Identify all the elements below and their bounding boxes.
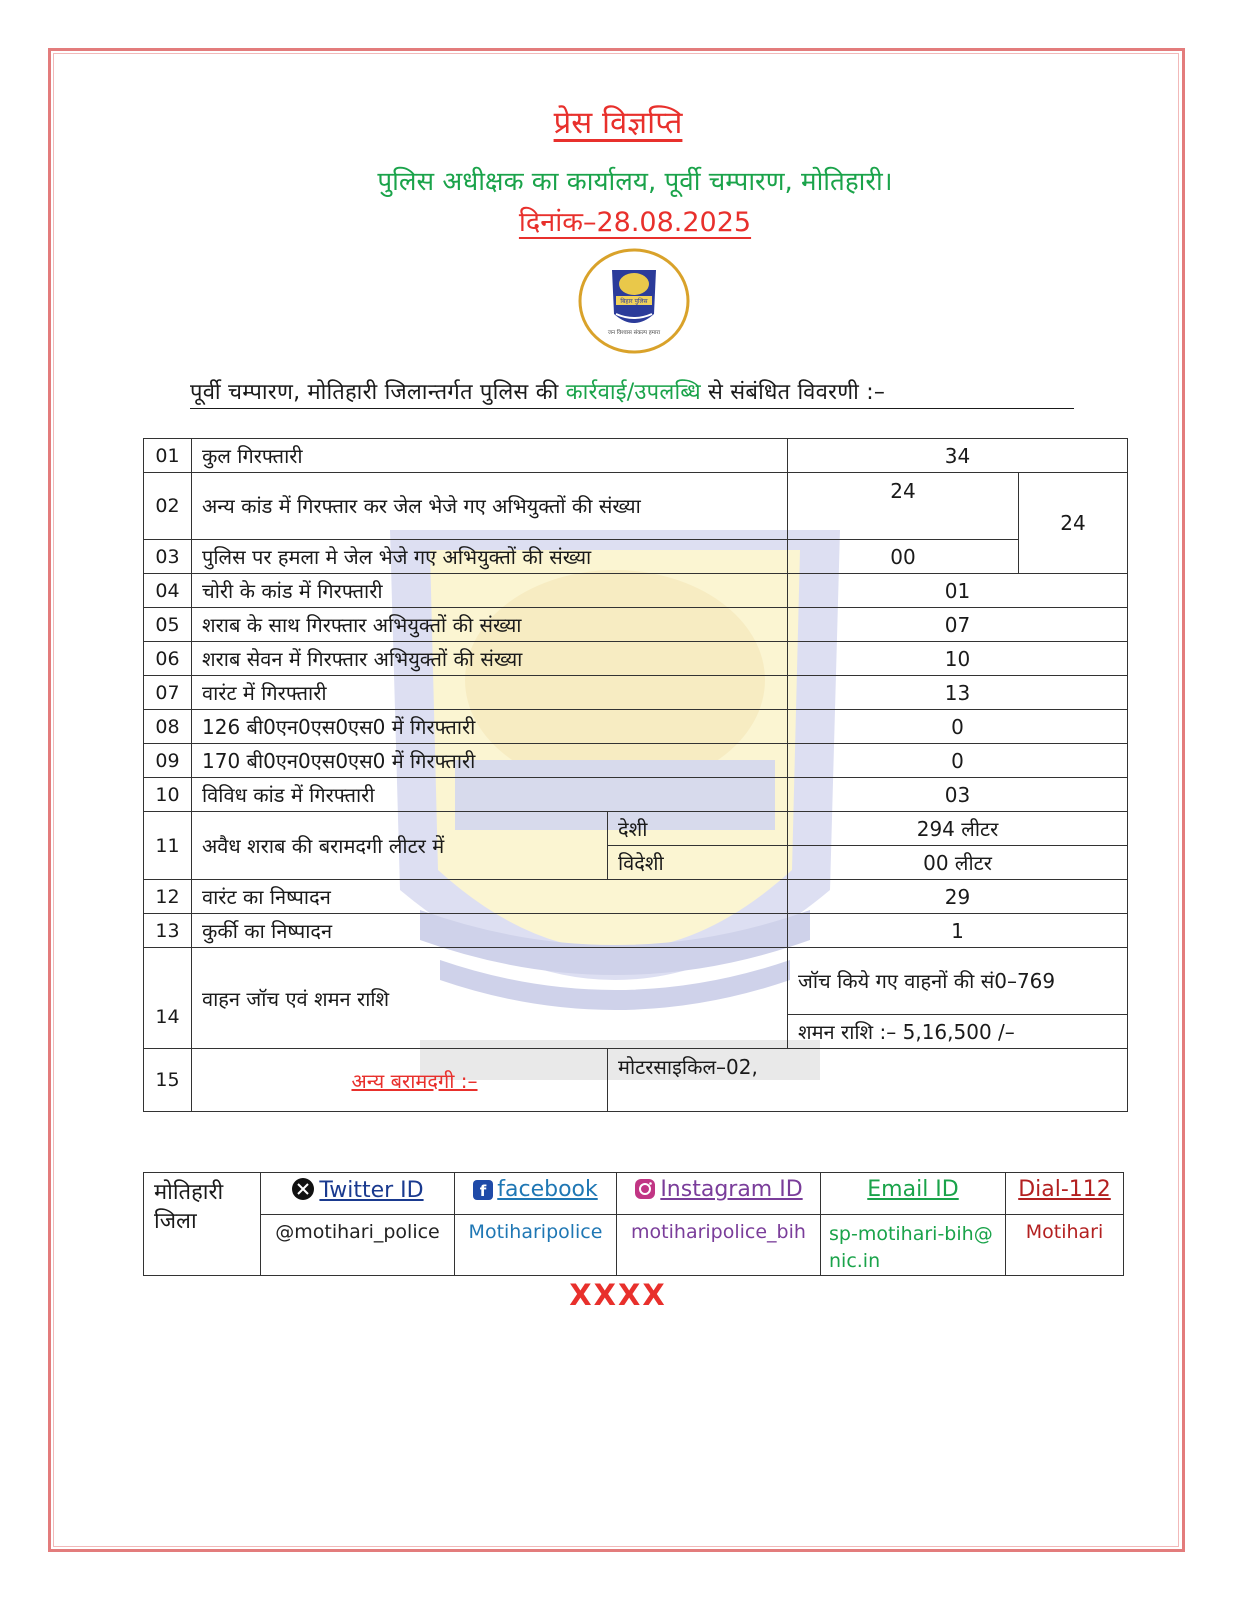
instagram-header [617, 1173, 821, 1215]
svg-text:बिहार पुलिस: बिहार पुलिस [620, 298, 648, 305]
svg-text:f: f [479, 1182, 487, 1200]
subheading: पूर्वी चम्पारण, मोतिहारी जिलान्तर्गत पुलिस की कार्रवाई/उपलब्धि से संबंधित विवरणी :– [190, 376, 1074, 409]
dial-header [1006, 1173, 1124, 1215]
statistics-table [143, 438, 1128, 1112]
bihar-police-logo [578, 248, 690, 354]
facebook-header [455, 1173, 617, 1215]
table-row: 02 अन्य कांड में गिरफ्तार कर जेल भेजे गए अभियुक्तों की संख्या 24 24 [144, 473, 1128, 540]
email-link[interactable]: Email ID [867, 1177, 959, 1202]
dial-location: Motihari [1006, 1215, 1124, 1276]
table-row: 04 चोरी के कांड में गिरफ्तारी 01 [144, 574, 1128, 608]
table-row: 13 कुर्की का निष्पादन 1 [144, 914, 1128, 948]
table-row: 03 पुलिस पर हमला मे जेल भेजे गए अभियुक्तों की संख्या 00 [144, 540, 1128, 574]
table-row: 06 शराब सेवन में गिरफ्तार अभियुक्तों की संख्या 10 [144, 642, 1128, 676]
table-row: 08 126 बी0एन0एस0एस0 में गिरफ्तारी 0 [144, 710, 1128, 744]
table-row: 15 अन्य बरामदगी :– मोटरसाइकिल–02, [144, 1049, 1128, 1112]
facebook-link[interactable]: facebook [497, 1177, 598, 1202]
facebook-handle: Motiharipolice [455, 1215, 617, 1276]
twitter-handle: @motihari_police [261, 1215, 455, 1276]
table-row: 09 170 बी0एन0एस0एस0 में गिरफ्तारी 0 [144, 744, 1128, 778]
table-row: 11 अवैध शराब की बरामदगी लीटर में देशी 294 लीटर [144, 812, 1128, 846]
end-mark: XXXX [569, 1278, 667, 1312]
table-row: 14 वाहन जॉच एवं शमन राशि जॉच किये गए वाहनों की सं0–769 [144, 948, 1128, 1015]
merged-total: 24 [1019, 473, 1128, 574]
table-row: 10 विविध कांड में गिरफ्तारी 03 [144, 778, 1128, 812]
table-row: विदेशी 00 लीटर [144, 846, 1128, 880]
district-cell: मोतिहारी जिला [144, 1173, 261, 1276]
twitter-link[interactable]: Twitter ID [319, 1178, 424, 1203]
instagram-icon [634, 1178, 656, 1206]
email-header [821, 1173, 1006, 1215]
office-line: पुलिस अधीक्षक का कार्यालय, पूर्वी चम्पारण, मोतिहारी। [377, 167, 893, 197]
date-line: दिनांक–28.08.2025 [518, 207, 752, 238]
table-row: 07 वारंट में गिरफ्तारी 13 [144, 676, 1128, 710]
page-title: प्रेस विज्ञप्ति [553, 105, 683, 141]
email-address: sp-motihari-bih@nic.in [821, 1215, 1006, 1276]
x-twitter-icon [291, 1177, 315, 1207]
table-row: शमन राशि :– 5,16,500 /– [144, 1015, 1128, 1049]
instagram-link[interactable]: Instagram ID [660, 1177, 803, 1202]
twitter-header [261, 1173, 455, 1215]
facebook-icon [473, 1180, 493, 1206]
instagram-handle: motiharipolice_bih [617, 1215, 821, 1276]
svg-text:जन विश्वास संकल्प हमारा: जन विश्वास संकल्प हमारा [607, 330, 661, 336]
table-row: 05 शराब के साथ गिरफ्तार अभियुक्तों की संख्या 07 [144, 608, 1128, 642]
table-row: 12 वारंट का निष्पादन 29 [144, 880, 1128, 914]
contact-table [143, 1172, 1124, 1276]
dial-link[interactable]: Dial-112 [1018, 1177, 1111, 1202]
table-row: 01 कुल गिरफ्तारी 34 [144, 439, 1128, 473]
